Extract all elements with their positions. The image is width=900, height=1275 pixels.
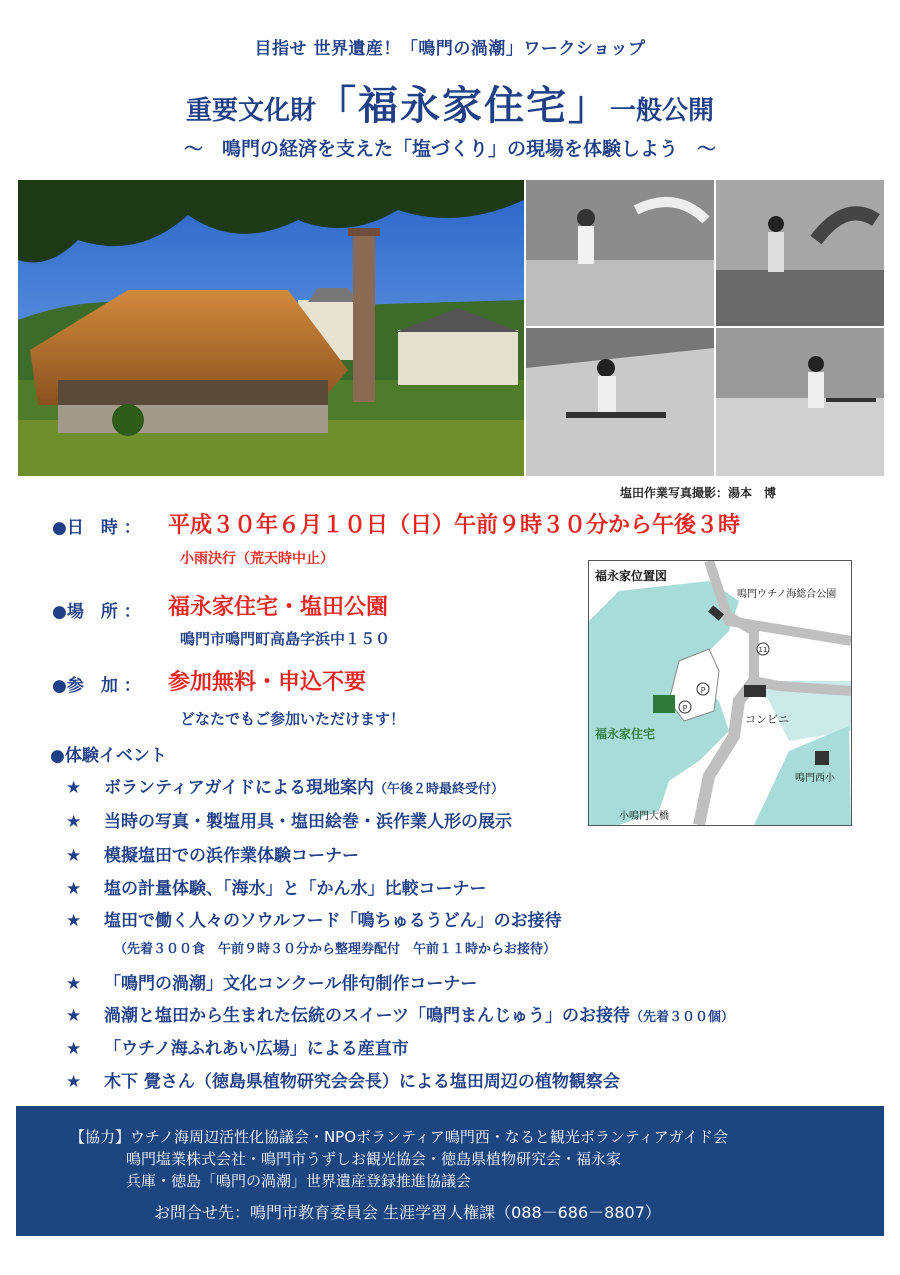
event-item: ★ 「ウチノ海ふれあい広場」による産直市 <box>66 1039 409 1059</box>
salt-field-photo-4 <box>716 328 884 476</box>
place-label: ●場 所 ： <box>52 602 141 622</box>
salt-field-photo-1 <box>526 180 714 326</box>
event-item: ★ 当時の写真・製塩用具・塩田絵巻・浜作業人形の展示 <box>66 812 512 832</box>
star-icon: ★ <box>66 911 82 931</box>
place-value: 福永家住宅・塩田公園 <box>168 595 389 620</box>
date-label: ●日 時 ： <box>52 518 141 538</box>
join-note: どなたでもご参加いただけます！ <box>180 710 406 728</box>
house-photo <box>18 180 524 476</box>
event-item: ★ 木下 覺さん（徳島県植物研究会会長）による塩田周辺の植物観察会 <box>66 1072 620 1092</box>
star-icon: ★ <box>66 812 82 832</box>
workshop-subtitle: 目指せ 世界遺産！「鳴門の渦潮」ワークショップ <box>254 39 646 59</box>
salt-field-photo-3 <box>526 328 714 476</box>
map-title: 福永家位置図 <box>595 569 668 583</box>
join-value: 参加無料・申込不要 <box>168 670 367 695</box>
event-item: ★ 塩の計量体験、「海水」と「かん水」比較コーナー <box>66 879 487 899</box>
route-marker: 11 <box>758 646 768 654</box>
parking-icon: P <box>700 686 706 695</box>
location-map <box>588 560 852 826</box>
photo-credit: 塩田作業写真撮影：湯本 博 <box>620 486 777 500</box>
map-label-conbini: コンビニ <box>745 713 789 726</box>
event-item: ★ 塩田で働く人々のソウルフード「鳴ちゅるうどん」のお接待 <box>66 911 562 931</box>
events-label: ●体験イベント <box>50 746 167 766</box>
event-note: （先着３００食 午前９時３０分から整理券配付 午前１１時からお接待） <box>114 942 557 957</box>
event-item: ★ 渦潮と塩田から生まれた伝統のスイーツ「鳴門まんじゅう」のお接待（先着３００個） <box>66 1006 734 1026</box>
salt-field-photo-2 <box>716 180 884 326</box>
event-item: ★ 模擬塩田での浜作業体験コーナー <box>66 846 359 866</box>
star-icon: ★ <box>66 879 82 899</box>
place-address: 鳴門市鳴門町高島字浜中１５０ <box>180 630 391 648</box>
cooperation-line-1: 【協力】ウチノ海周辺活性化協議会・NPOボランティア鳴門西・なると観光ボランティアガイド会 <box>70 1128 729 1146</box>
title-prefix: 重要文化財 <box>185 96 316 126</box>
join-label: ●参 加 ： <box>52 676 141 696</box>
map-label-bridge: 小鳴門大橋 <box>619 811 669 822</box>
page-title <box>0 74 900 131</box>
date-value: 平成３０年６月１０日（日）午前９時３０分から午後３時 <box>168 513 741 538</box>
star-icon: ★ <box>66 1006 82 1026</box>
parking-icon: P <box>682 704 688 713</box>
title-suffix: 一般公開 <box>610 96 715 126</box>
star-icon: ★ <box>66 778 82 798</box>
cooperation-line-2: 鳴門塩業株式会社・鳴門市うずしお観光協会・徳島県植物研究会・福永家 <box>126 1150 622 1168</box>
star-icon: ★ <box>66 1039 82 1059</box>
footer-panel <box>16 1106 884 1236</box>
map-label-house: 福永家住宅 <box>595 727 656 741</box>
event-item: ★ ボランティアガイドによる現地案内（午後２時最終受付） <box>66 778 504 798</box>
star-icon: ★ <box>66 974 82 994</box>
cooperation-line-3: 兵庫・徳島「鳴門の渦潮」世界遺産登録推進協議会 <box>126 1172 472 1190</box>
map-label-park: 鳴門ウチノ海総合公園 <box>737 589 837 600</box>
event-item: ★ 「鳴門の渦潮」文化コンクール俳句制作コーナー <box>66 974 478 994</box>
date-note: 小雨決行（荒天時中止） <box>180 551 334 567</box>
tagline: ～ 鳴門の経済を支えた「塩づくり」の現場を体験しよう ～ <box>183 138 716 160</box>
star-icon: ★ <box>66 1072 82 1092</box>
title-main: 「福永家住宅」 <box>316 83 610 129</box>
contact-info: お問合せ先：鳴門市教育委員会 生涯学習人権課（088－686－8807） <box>154 1203 661 1222</box>
map-label-school: 鳴門西小 <box>795 773 835 784</box>
star-icon: ★ <box>66 846 82 866</box>
